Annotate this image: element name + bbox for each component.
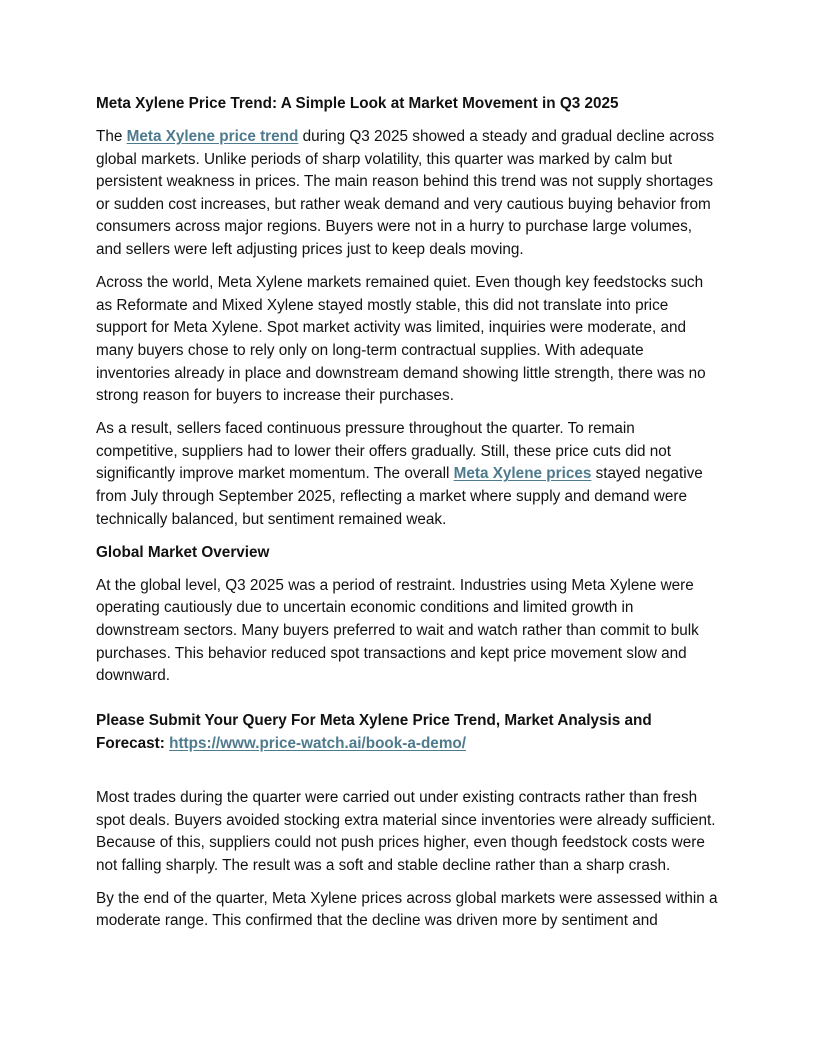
spacer (96, 766, 720, 787)
trades-paragraph: Most trades during the quarter were carried out under existing contracts rather than fresh spot deals. Buyers avoided stocking extra material since inventories were already sufficient. Because of this, suppliers could not push prices higher, even though feedstock costs were not falling sharply. The result was a soft and stable decline rather than a sharp crash. (96, 788, 716, 874)
price-trend-link[interactable]: Meta Xylene price trend (126, 128, 299, 146)
pressure-text-before: As a result, sellers faced continuous pressure throughout the quarter. To remain competitive, suppliers had to lower their offers gradually. Still, these price cuts did not significantly improve market momentum. The overall (96, 420, 672, 483)
intro-paragraph (96, 126, 720, 262)
closing-paragraph: By the end of the quarter, Meta Xylene prices across global markets were assessed within a moderate range. This confirmed that the decline was driven more by sentiment and (96, 889, 718, 930)
pressure-text-after: stayed negative from July through September 2025, reflecting a market where supply and demand were technically balanced, but sentiment remained weak. (96, 465, 703, 528)
global-overview-paragraph: At the global level, Q3 2025 was a period of restraint. Industries using Meta Xylene were operating cautiously due to uncertain economic conditions and limited growth in downstream sectors. Many buyers preferred to wait and watch rather than commit to bulk purchases. This behavior reduced spot transactions and kept price movement slow and downward. (96, 576, 699, 685)
query-cta-text: Please Submit Your Query For Meta Xylene Price Trend, Market Analysis and Forecast: (96, 712, 652, 752)
document-title: Meta Xylene Price Trend: A Simple Look at Market Movement in Q3 2025 (96, 95, 619, 112)
pressure-paragraph (96, 418, 720, 531)
query-cta (96, 710, 720, 755)
intro-text-after: during Q3 2025 showed a steady and gradual decline across global markets. Unlike periods of sharp volatility, this quarter was marked by calm but persistent weakness in prices. The main reason behind this trend was not supply shortages or sudden cost increases, but rather weak demand and very cautious buying behavior from consumers across major regions. Buyers were not in a hurry to purchase large volumes, and sellers were left adjusting prices just to keep deals moving. (96, 128, 715, 259)
document-page (96, 93, 720, 944)
section-heading: Global Market Overview (96, 543, 270, 561)
book-demo-link[interactable]: https://www.price-watch.ai/book-a-demo/ (169, 734, 467, 752)
spacer (96, 698, 720, 710)
prices-link[interactable]: Meta Xylene prices (453, 465, 592, 483)
market-paragraph: Across the world, Meta Xylene markets remained quiet. Even though key feedstocks such as Reformate and Mixed Xylene stayed mostly stable, this did not translate into price support for Meta Xylene. Spot market activity was limited, inquiries were moderate, and many buyers chose to rely only on long-term contractual supplies. With adequate inventories already in place and downstream demand showing little strength, there was no strong reason for buyers to increase their purchases. (96, 274, 706, 405)
intro-text-before: The (96, 128, 127, 146)
